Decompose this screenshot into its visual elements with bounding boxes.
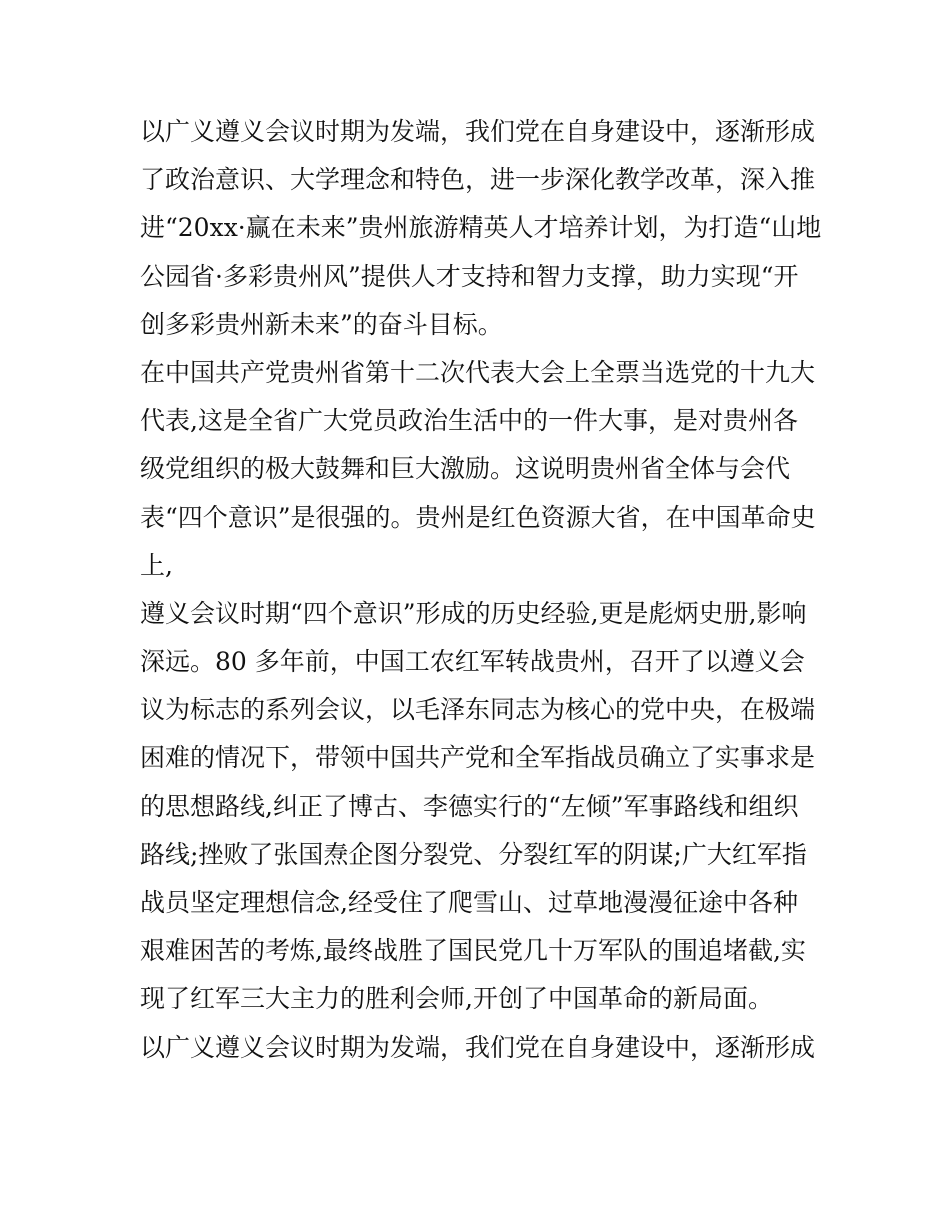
text-line: 现了红军三大主力的胜利会师,开创了中国革命的新局面。 [140, 984, 773, 1014]
text-line: 困难的情况下，带领中国共产党和全军指战员确立了实事求是 [140, 743, 816, 773]
text-line: 路线;挫败了张国焘企图分裂党、分裂红军的阴谋;广大红军指 [140, 839, 807, 869]
text-line: 深远。80 多年前，中国工农红军转战贵州，召开了以遵义会 [140, 647, 805, 677]
text-line: 进“20xx·赢在未来”贵州旅游精英人才培养计划，为打造“山地 [140, 213, 822, 243]
text-line: 上, [140, 550, 173, 580]
text-line: 了政治意识、大学理念和特色，进一步深化教学改革，深入推 [140, 165, 816, 195]
text-line: 级党组织的极大鼓舞和巨大激励。这说明贵州省全体与会代 [140, 454, 791, 484]
text-line: 艰难困苦的考炼,最终战胜了国民党几十万军队的围追堵截,实 [140, 936, 806, 966]
text-line: 遵义会议时期“四个意识”形成的历史经验,更是彪炳史册,影响 [140, 598, 807, 628]
text-line: 代表,这是全省广大党员政治生活中的一件大事，是对贵州各 [140, 406, 798, 436]
text-line: 战员坚定理想信念,经受住了爬雪山、过草地漫漫征途中各种 [140, 888, 798, 917]
text-line: 以广义遵义会议时期为发端，我们党在自身建设中，逐渐形成 [140, 1032, 816, 1062]
text-line: 的思想路线,纠正了博古、李德实行的“左倾”军事路线和组织 [140, 791, 799, 821]
text-line: 创多彩贵州新未来”的奋斗目标。 [140, 309, 503, 339]
text-line: 表“四个意识”是很强的。贵州是红色资源大省，在中国革命史 [140, 502, 816, 532]
text-line: 议为标志的系列会议，以毛泽东同志为核心的党中央，在极端 [140, 695, 816, 725]
text-line: 在中国共产党贵州省第十二次代表大会上全票当选党的十九大 [140, 357, 816, 387]
text-line: 公园省·多彩贵州风”提供人才支持和智力支撑，助力实现“开 [140, 261, 799, 291]
body-text [140, 108, 830, 1072]
text-line: 以广义遵义会议时期为发端，我们党在自身建设中，逐渐形成 [140, 117, 816, 146]
